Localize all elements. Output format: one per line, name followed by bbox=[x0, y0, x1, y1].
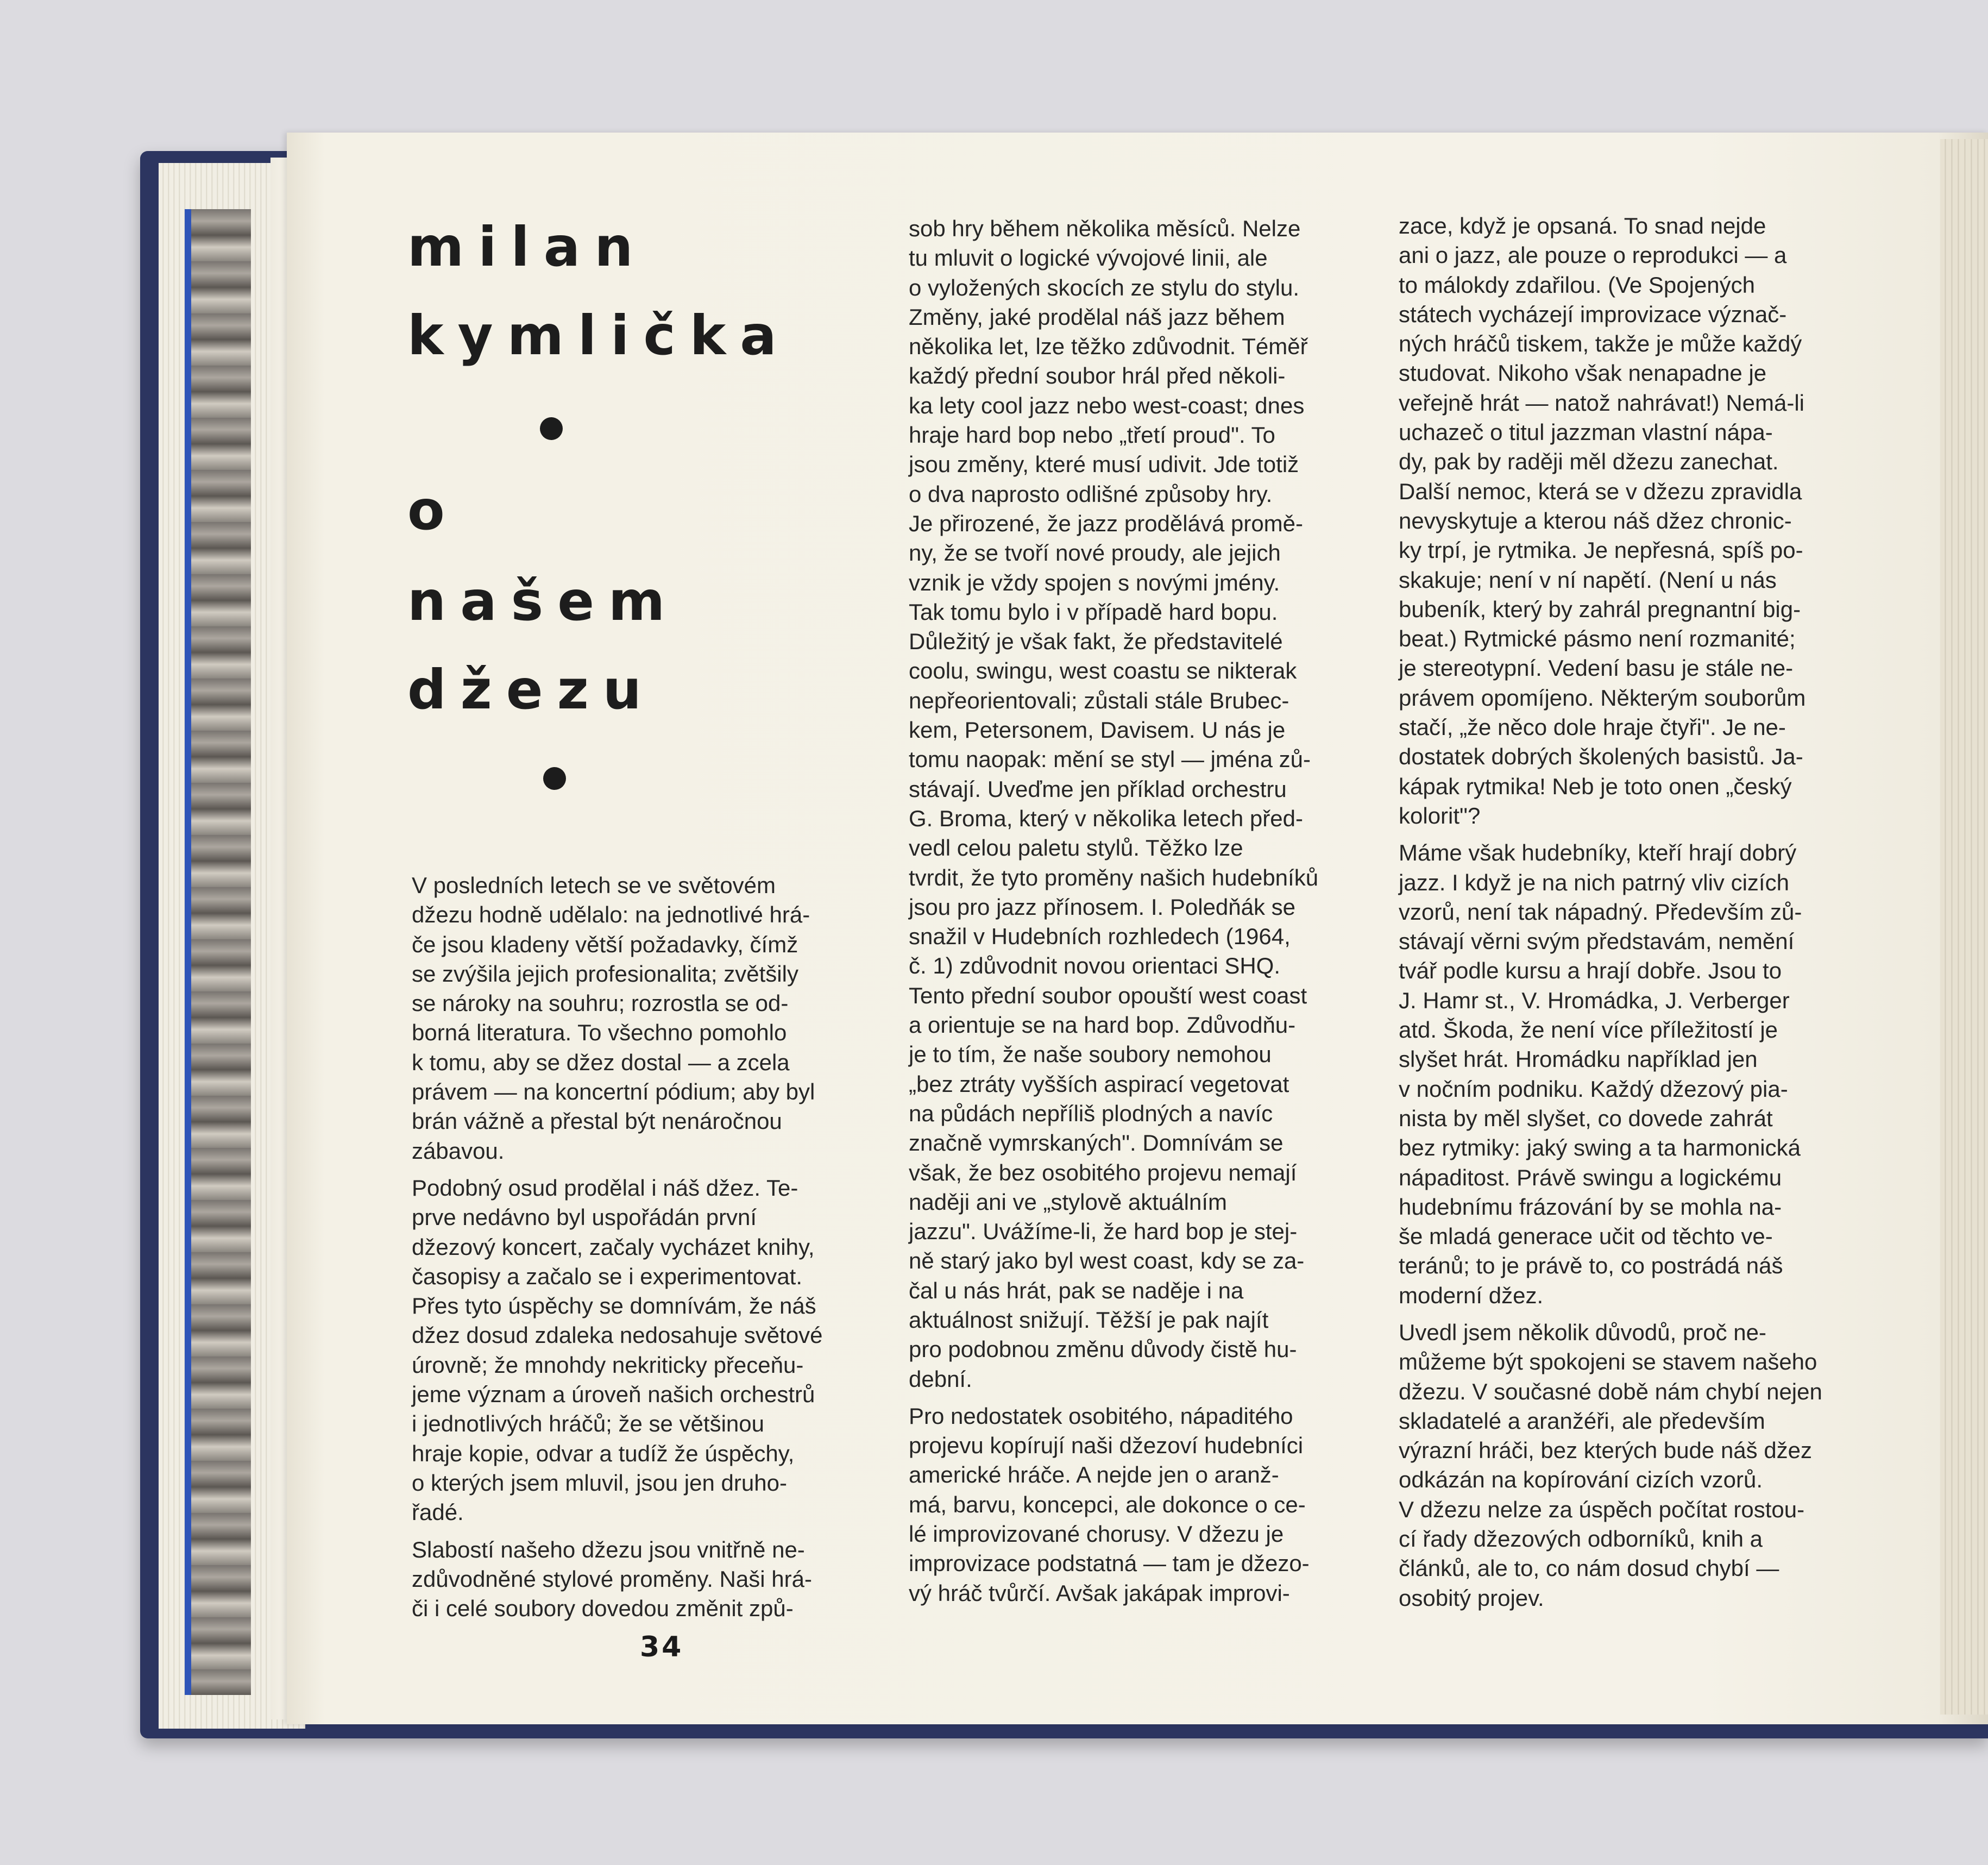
paragraph: Uvedl jsem několik důvodů, proč ne- můžeme být spokojeni se stavem našeho džezu. V současné době nám chybí nejen skladatelé a aranžéři, ale především výrazní hráči, bez kterých bude náš džez odkázán na kopírování cizích vzorů. V džezu nelze za úspěch počítat rostou- cí řady džezových odborníků, knih a článků, ale to, co nám dosud chybí — osobitý projev. bbox=[1399, 1319, 1822, 1611]
title-author-first: milan bbox=[407, 215, 647, 279]
paragraph: Podobný osud prodělal i náš džez. Te- prve nedávno byl uspořádán první džezový koncert, začaly vycházet knihy, časopisy a začalo se i experimentovat. Přes tyto úspěchy se domnívám, že náš džez dosud zdaleka nedosahuje světové úrovně; že mnohdy nekriticky přeceňu- jeme význam a úroveň našich orchestrů i jednotlivých hráčů; že se většinou hraje kopie, odvar a tudíž že úspěchy, o kterých jsem mluvil, jsou jen druho- řadé. bbox=[412, 1175, 823, 1525]
right-page-edges bbox=[1940, 139, 1988, 1715]
bullet-dot-1 bbox=[540, 417, 563, 440]
title-word-o: o bbox=[407, 479, 459, 542]
text-column-3 bbox=[1399, 211, 1863, 1621]
text-column-1 bbox=[412, 871, 871, 1631]
title-word-dzezu: džezu bbox=[407, 658, 656, 721]
paragraph: sob hry během několika měsíců. Nelze tu mluvit o logické vývojové linii, ale o vyložených skocích ze stylu do stylu. Změny, jaké prodělal náš jazz během několika let, lze těžko zdůvodnit. Téměř každý přední soubor hrál před několi- ka lety cool jazz nebo west-coast; dnes hraje hard bop nebo „třetí proud". To jsou změny, které musí udivit. Jde totiž o dva naprosto odlišné způsoby hry. Je přirozené, že jazz prodělává promě- ny, že se tvoří nové proudy, ale jejich vznik je vždy spojen s novými jmény. Tak tomu bylo i v případě hard bopu. Důležitý je však fakt, že představitelé coolu, swingu, west coastu se nikterak nepřeorientovali; zůstali stále Brubec- kem, Petersonem, Davisem. U nás je tomu naopak: mění se styl — jména zů- stávají. Uveďme jen příklad orchestru G. Broma, který v několika letech před- vedl celou paletu stylů. Těžko lze tvrdit, že tyto proměny našich hudebníků jsou pro jazz přínosem. I. Poledňák se snažil v Hudebních rozhledech (1964, č. 1) zdůvodnit novou orientaci SHQ. Tento přední soubor opouští west coast a orientuje se na hard bop. Zdůvodňu- je to tím, že naše soubory nemohou „bez ztráty vyšších aspirací vegetovat na půdách nepříliš plodných a navíc značně vymrskaných". Domnívám se však, že bez osobitého projevu nemají naději ani ve „stylově aktuálním jazzu". Uvážíme-li, že hard bop je stej- ně starý jako byl west coast, kdy se za- čal u nás hrát, pak se naděje i na aktuálnost snižují. Těžší je pak najít pro podobnou změnu důvody čistě hu- dební. bbox=[909, 216, 1319, 1392]
title-word-nasem: našem bbox=[407, 569, 680, 633]
paragraph: Máme však hudebníky, kteří hrají dobrý jazz. I když je na nich patrný vliv cizích vzorů, není tak nápadný. Především zů- stávají věrni svým představám, nemění tvář podle kursu a hrají dobře. Jsou to J. Hamr st., V. Hromádka, J. Verberger atd. Škoda, že není více příležitostí je slyšet hrát. Hromádku například jen v nočním podniku. Každý džezový pia- nista by měl slyšet, co dovede zahrát bez rytmiky: jaký swing a ta harmonická nápaditost. Právě swingu a logickému hudebnímu frázování by se mohla na- še mladá generace učit od těchto ve- teránů; to je právě to, co postrádá náš moderní džez. bbox=[1399, 840, 1802, 1308]
paragraph: Slabostí našeho džezu jsou vnitřně ne- zdůvodněné stylové proměny. Naši hrá- či i celé soubory dovedou změnit způ- bbox=[412, 1536, 812, 1622]
bullet-dot-2 bbox=[543, 767, 566, 790]
page-number: 34 bbox=[640, 1631, 684, 1663]
paragraph: V posledních letech se ve světovém džezu hodně udělalo: na jednotlivé hrá- če jsou kladeny větší požadavky, čímž se zvýšila jejich profesionalita; zvětšily se nároky na souhru; rozrostla se od- borná literatura. To všechno pomohlo k tomu, aby se džez dostal — a zcela právem — na koncertní pódium; aby byl brán vážně a přestal být nenáročnou zábavou. bbox=[412, 872, 815, 1164]
paragraph: zace, když je opsaná. To snad nejde ani o jazz, ale pouze o reprodukci — a to málokdy zdařilou. (Ve Spojených státech vycházejí improvizace význač- ných hráčů tiskem, takže je může každý studovat. Nikoho však nenapadne je veřejně hrát — natož nahrávat!) Nemá-li uchazeč o titul jazzman vlastní nápa- dy, pak by raději měl džezu zanechat. Další nemoc, která se v džezu zpravidla nevyskytuje a kterou náš džez chronic- ky trpí, je rytmika. Je nepřesná, spíš po- skakuje; není v ní napětí. (Není u nás bubeník, který by zahrál pregnantní big- beat.) Rytmické pásmo není rozmanité; je stereotypní. Vedení basu je stále ne- právem opomíjeno. Některým souborům stačí, „že něco dole hraje čtyři". Je ne- dostatek dobrých školených basistů. Ja- kápak rytmika! Neb je toto onen „český kolorit"? bbox=[1399, 213, 1806, 828]
text-column-2 bbox=[909, 214, 1365, 1616]
title-author-last: kymlička bbox=[407, 304, 791, 367]
paragraph: Pro nedostatek osobitého, nápaditého projevu kopírují naši džezoví hudebníci americké hráče. A nejde jen o aranž- má, barvu, koncepci, ale dokonce o ce- lé improvizované chorusy. V džezu je improvizace podstatná — tam je džezo- vý hráč tvůrčí. Avšak jakápak improvi- bbox=[909, 1403, 1310, 1606]
inserted-photo-strip bbox=[191, 209, 251, 1695]
